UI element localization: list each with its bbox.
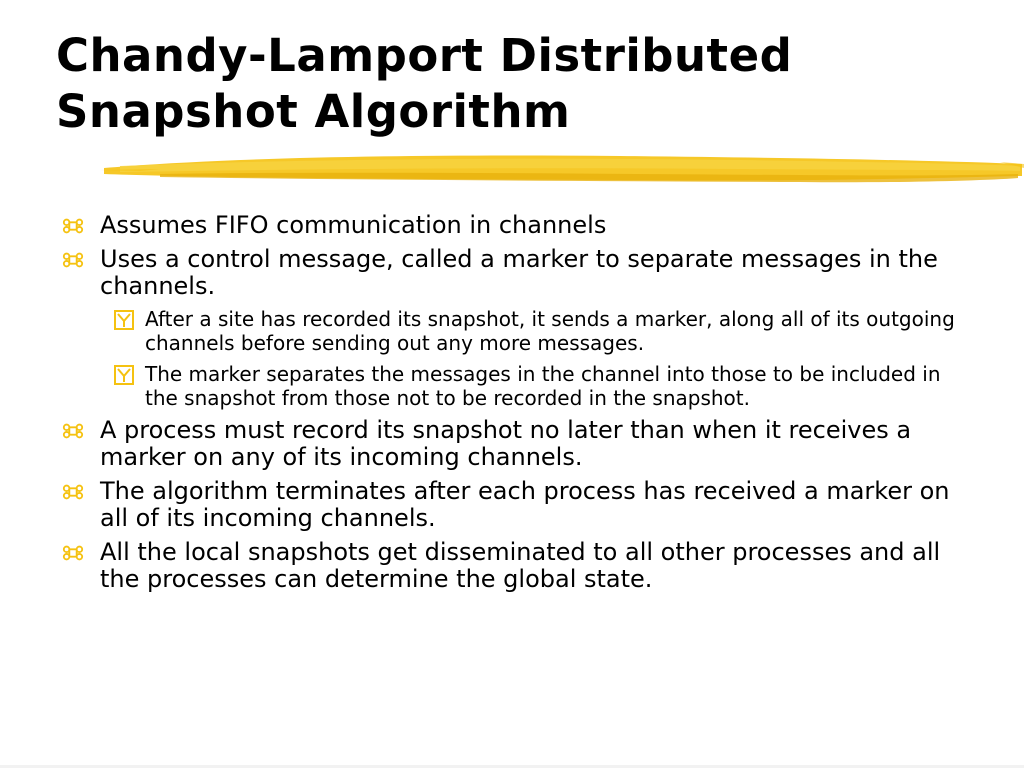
bullet-text: The algorithm terminates after each process has received a marker on all of its incoming channels. bbox=[100, 477, 950, 532]
command-key-icon bbox=[62, 542, 84, 564]
command-key-icon bbox=[62, 249, 84, 271]
bullet-item bbox=[62, 417, 962, 471]
checkbox-y-icon bbox=[114, 310, 134, 330]
bullet-item bbox=[62, 539, 962, 593]
bullet-item bbox=[62, 478, 962, 532]
command-key-icon bbox=[62, 420, 84, 442]
sub-bullet-item bbox=[114, 307, 962, 355]
yellow-brush-stroke bbox=[100, 144, 1024, 192]
bullet-list bbox=[62, 212, 962, 600]
command-key-icon bbox=[62, 215, 84, 237]
command-key-icon bbox=[62, 481, 84, 503]
bullet-item bbox=[62, 212, 962, 239]
checkbox-y-icon bbox=[114, 365, 134, 385]
sub-bullet-text: The marker separates the messages in the channel into those to be included in the snapshot from those not to be recorded in the snapshot. bbox=[145, 362, 941, 410]
bullet-text: Assumes FIFO communication in channels bbox=[100, 211, 607, 239]
bullet-text: Uses a control message, called a marker to separate messages in the channels. bbox=[100, 245, 938, 300]
sub-bullet-item bbox=[114, 362, 962, 410]
title-line-2: Snapshot Algorithm bbox=[56, 85, 571, 138]
sub-bullet-text: After a site has recorded its snapshot, it sends a marker, along all of its outgoing channels before sending out any more messages. bbox=[145, 307, 955, 355]
bullet-text: A process must record its snapshot no later than when it receives a marker on any of its incoming channels. bbox=[100, 416, 912, 471]
bullet-item bbox=[62, 246, 962, 300]
slide-title bbox=[56, 28, 956, 140]
title-line-1: Chandy-Lamport Distributed bbox=[56, 29, 793, 82]
bullet-text: All the local snapshots get disseminated to all other processes and all the processes can determine the global state. bbox=[100, 538, 941, 593]
